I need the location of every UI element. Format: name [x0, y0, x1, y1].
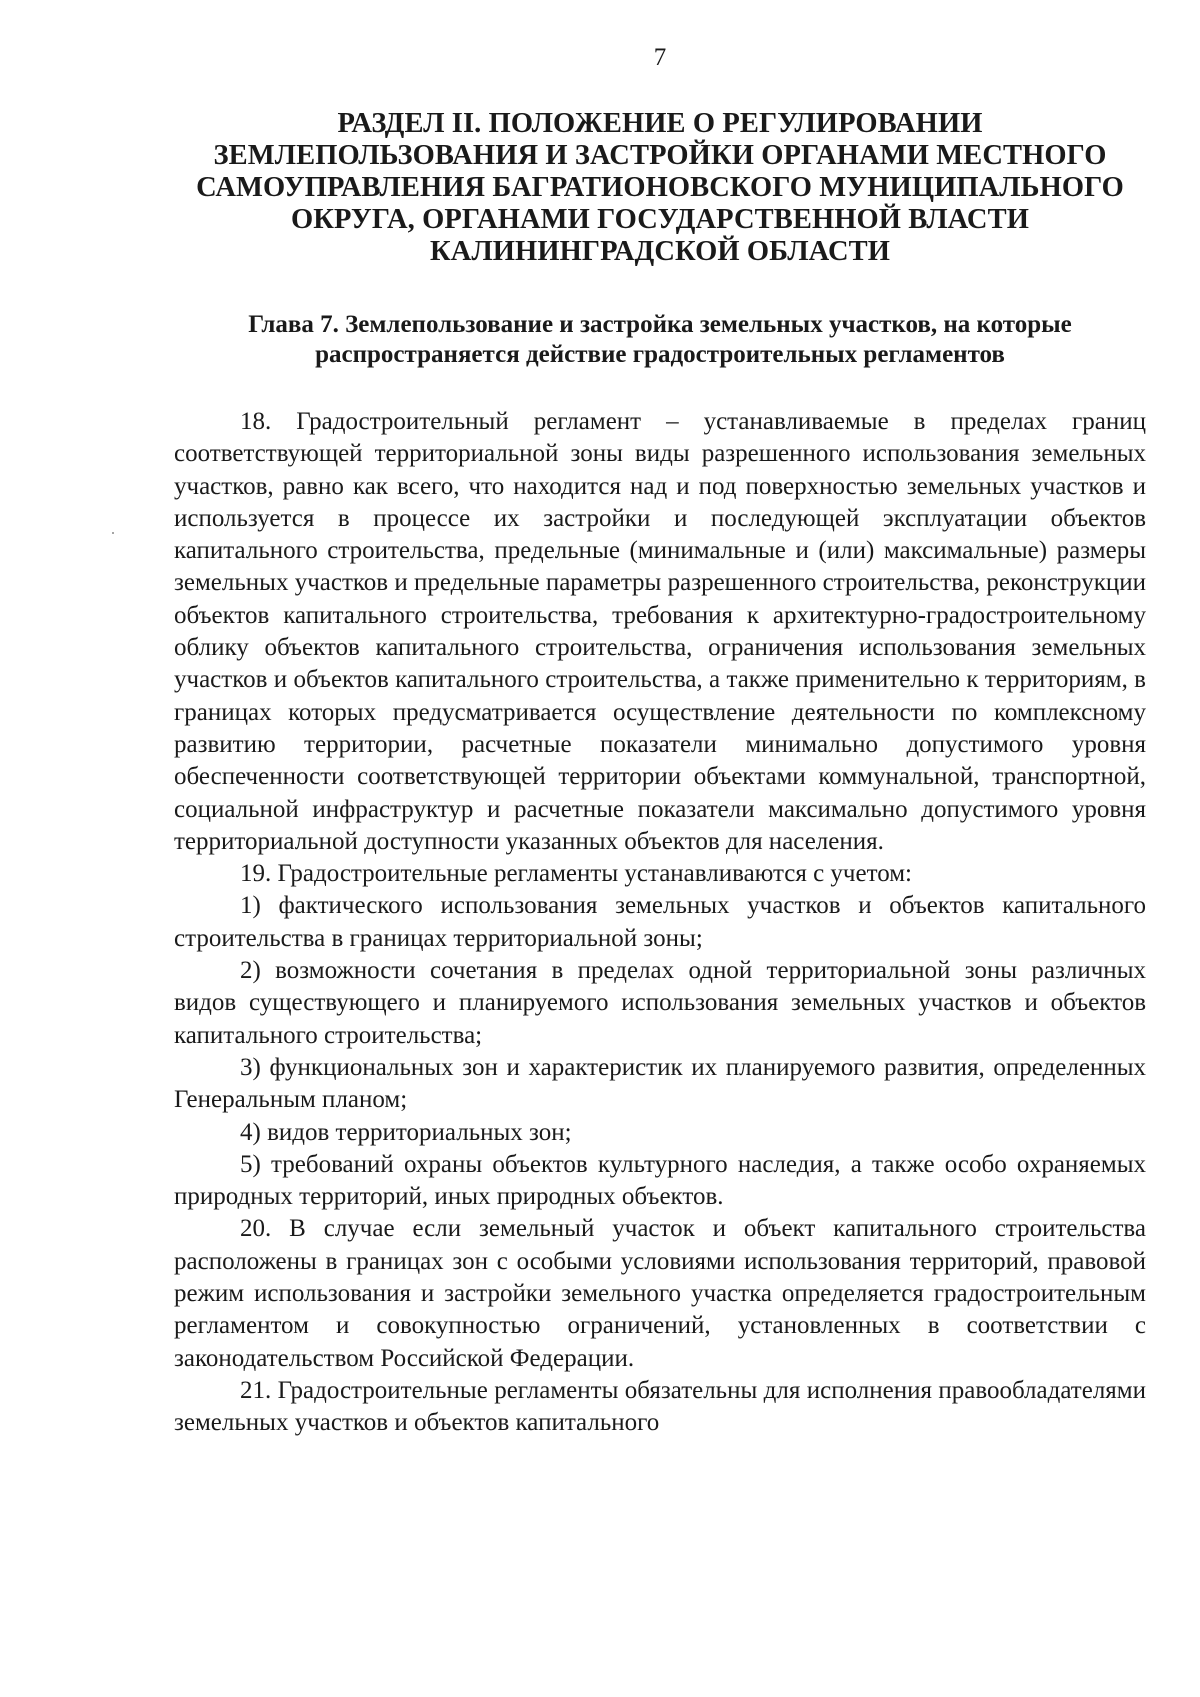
section-title: РАЗДЕЛ II. ПОЛОЖЕНИЕ О РЕГУЛИРОВАНИИ ЗЕМЛЕПОЛЬЗОВАНИЯ И ЗАСТРОЙКИ ОРГАНАМИ МЕСТНОГО САМОУПРАВЛЕНИЯ БАГРАТИОНОВСКОГО МУНИЦИПАЛЬНОГО ОКРУГА, ОРГАНАМИ ГОСУДАРСТВЕННОЙ ВЛАСТИ КАЛИНИНГРАДСКОЙ ОБЛАСТИ [196, 108, 1124, 267]
list-item-3: 3) функциональных зон и характеристик их планируемого развития, определенных Генеральным планом; [174, 1053, 1146, 1114]
page-number: 7 [653, 44, 667, 71]
list-item-2: 2) возможности сочетания в пределах одной территориальной зоны различных видов существующего и планируемого использования земельных участков и объектов капитального строительства; [174, 957, 1146, 1049]
list-item-4: 4) видов территориальных зон; [240, 1118, 572, 1146]
paragraph-18: 18. Градостроительный регламент – устанавливаемые в пределах границ соответствующей территориальной зоны виды разрешенного использования земельных участков, равно как всего, что находится над и под поверхностью земельных участков и используется в процессе их застройки и последующей эксплуатации объектов капитального строительства, предельные (минимальные и (или) максимальные) размеры земельных участков и предельные параметры разрешенного строительства, реконструкции объектов капитального строительства, требования к архитектурно-градостроительному облику объектов капитального строительства, ограничения использования земельных участков и объектов капитального строительства, а также применительно к территориям, в границах которых предусматривается осуществление деятельности по комплексному развитию территории, расчетные показатели минимально допустимого уровня обеспеченности соответствующей территории объектами коммунальной, транспортной, социальной инфраструктур и расчетные показатели максимально допустимого уровня территориальной доступности указанных объектов для населения. [174, 408, 1146, 855]
list-item-5: 5) требований охраны объектов культурного наследия, а также особо охраняемых природных территорий, иных природных объектов. [174, 1150, 1146, 1211]
list-item-1: 1) фактического использования земельных участков и объектов капитального строительства в границах территориальной зоны; [174, 892, 1146, 952]
paragraph-21: 21. Градостроительные регламенты обязательны для исполнения правообладателями земельных участков и объектов капитального [174, 1376, 1146, 1437]
scan-speck [112, 532, 114, 534]
body-text [174, 406, 1146, 1440]
chapter-title: Глава 7. Землепользование и застройка земельных участков, на которые распространяется действие градостроительных регламентов [248, 311, 1072, 368]
paragraph-19: 19. Градостроительные регламенты устанавливаются с учетом: [240, 860, 912, 888]
paragraph-20: 20. В случае если земельный участок и объект капитального строительства расположены в границах зон с особыми условиями использования территорий, правовой режим использования и застройки земельного участка определяется градостроительным регламентом и совокупностью ограничений, установленных в соответствии с законодательством Российской Федерации. [174, 1215, 1146, 1372]
